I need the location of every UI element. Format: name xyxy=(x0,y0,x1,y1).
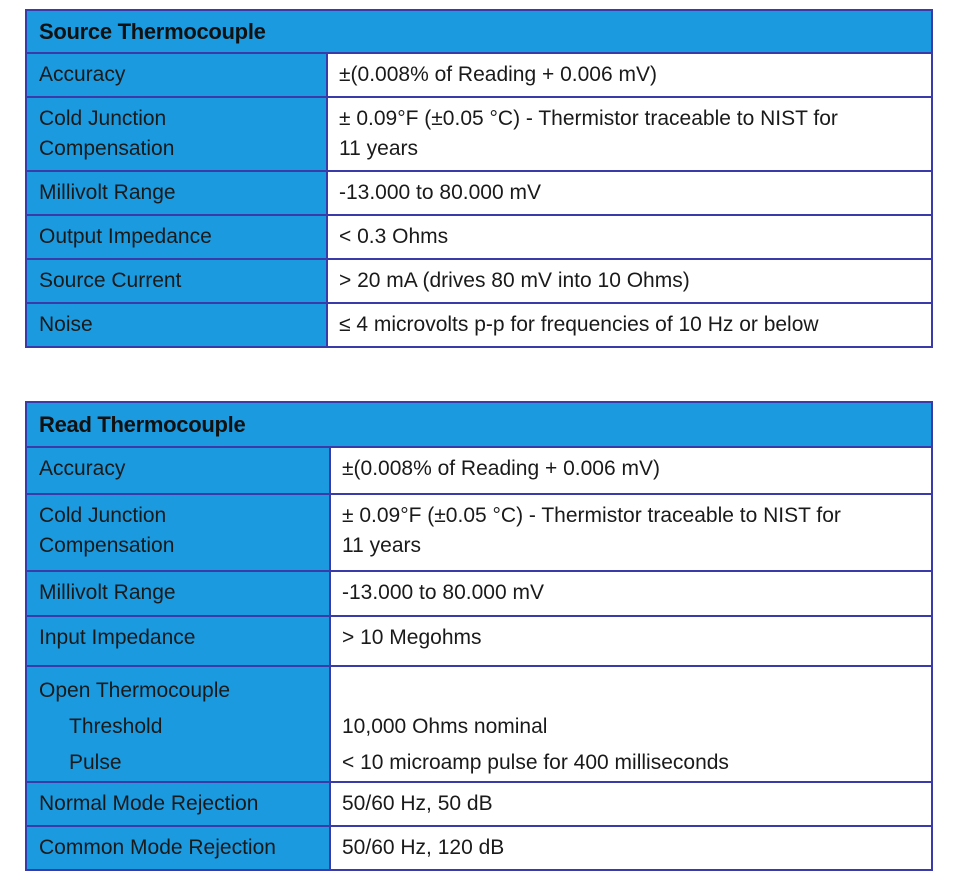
row-label: Accuracy xyxy=(26,53,327,97)
source-thermocouple-table xyxy=(25,9,933,348)
source-table-title: Source Thermocouple xyxy=(26,10,932,53)
row-value: -13.000 to 80.000 mV xyxy=(330,571,932,616)
row-label-line: Cold Junction xyxy=(39,107,167,130)
row-label: Common Mode Rejection xyxy=(26,826,330,870)
row-value: 50/60 Hz, 120 dB xyxy=(330,826,932,870)
row-value xyxy=(330,666,932,782)
row-value: ±(0.008% of Reading + 0.006 mV) xyxy=(330,447,932,494)
table-row xyxy=(26,571,932,616)
row-value-line: 11 years xyxy=(339,137,418,160)
row-value-line: ± 0.09°F (±0.05 °C) - Thermistor traceable to NIST for xyxy=(339,107,838,130)
row-label: Noise xyxy=(26,303,327,347)
row-label xyxy=(26,666,330,782)
table-row xyxy=(26,494,932,571)
table-row xyxy=(26,97,932,171)
row-value: 50/60 Hz, 50 dB xyxy=(330,782,932,826)
row-value-line: 11 years xyxy=(342,534,421,557)
row-label: Input Impedance xyxy=(26,616,330,666)
row-value: ≤ 4 microvolts p-p for frequencies of 10 Hz or below xyxy=(327,303,932,347)
table-row xyxy=(26,53,932,97)
read-thermocouple-table xyxy=(25,401,933,871)
table-row xyxy=(26,171,932,215)
row-label-line: Compensation xyxy=(39,534,175,557)
row-value-line: 10,000 Ohms nominal xyxy=(342,715,548,738)
table-row xyxy=(26,666,932,782)
table-row xyxy=(26,215,932,259)
table-row xyxy=(26,303,932,347)
table-row xyxy=(26,616,932,666)
row-value xyxy=(327,97,932,171)
read-table-title: Read Thermocouple xyxy=(26,402,932,447)
table-row xyxy=(26,259,932,303)
table-row xyxy=(26,826,932,870)
row-label: Output Impedance xyxy=(26,215,327,259)
row-sublabel: Threshold xyxy=(69,715,163,738)
row-label: Millivolt Range xyxy=(26,171,327,215)
row-label: Source Current xyxy=(26,259,327,303)
row-label-line: Cold Junction xyxy=(39,504,167,527)
row-value xyxy=(330,494,932,571)
row-value: > 20 mA (drives 80 mV into 10 Ohms) xyxy=(327,259,932,303)
row-label: Normal Mode Rejection xyxy=(26,782,330,826)
row-value-line: ± 0.09°F (±0.05 °C) - Thermistor traceable to NIST for xyxy=(342,504,841,527)
row-value: < 0.3 Ohms xyxy=(327,215,932,259)
row-label: Accuracy xyxy=(26,447,330,494)
row-label-line: Open Thermocouple xyxy=(39,679,231,702)
row-value: > 10 Megohms xyxy=(330,616,932,666)
row-label: Millivolt Range xyxy=(26,571,330,616)
row-label-line: Compensation xyxy=(39,137,175,160)
table-row xyxy=(26,447,932,494)
row-sublabel: Pulse xyxy=(69,751,122,774)
row-value: ±(0.008% of Reading + 0.006 mV) xyxy=(327,53,932,97)
row-label xyxy=(26,97,327,171)
row-label xyxy=(26,494,330,571)
row-value-line xyxy=(342,673,931,709)
row-value: -13.000 to 80.000 mV xyxy=(327,171,932,215)
table-row xyxy=(26,782,932,826)
row-value-line: < 10 microamp pulse for 400 milliseconds xyxy=(342,751,729,774)
